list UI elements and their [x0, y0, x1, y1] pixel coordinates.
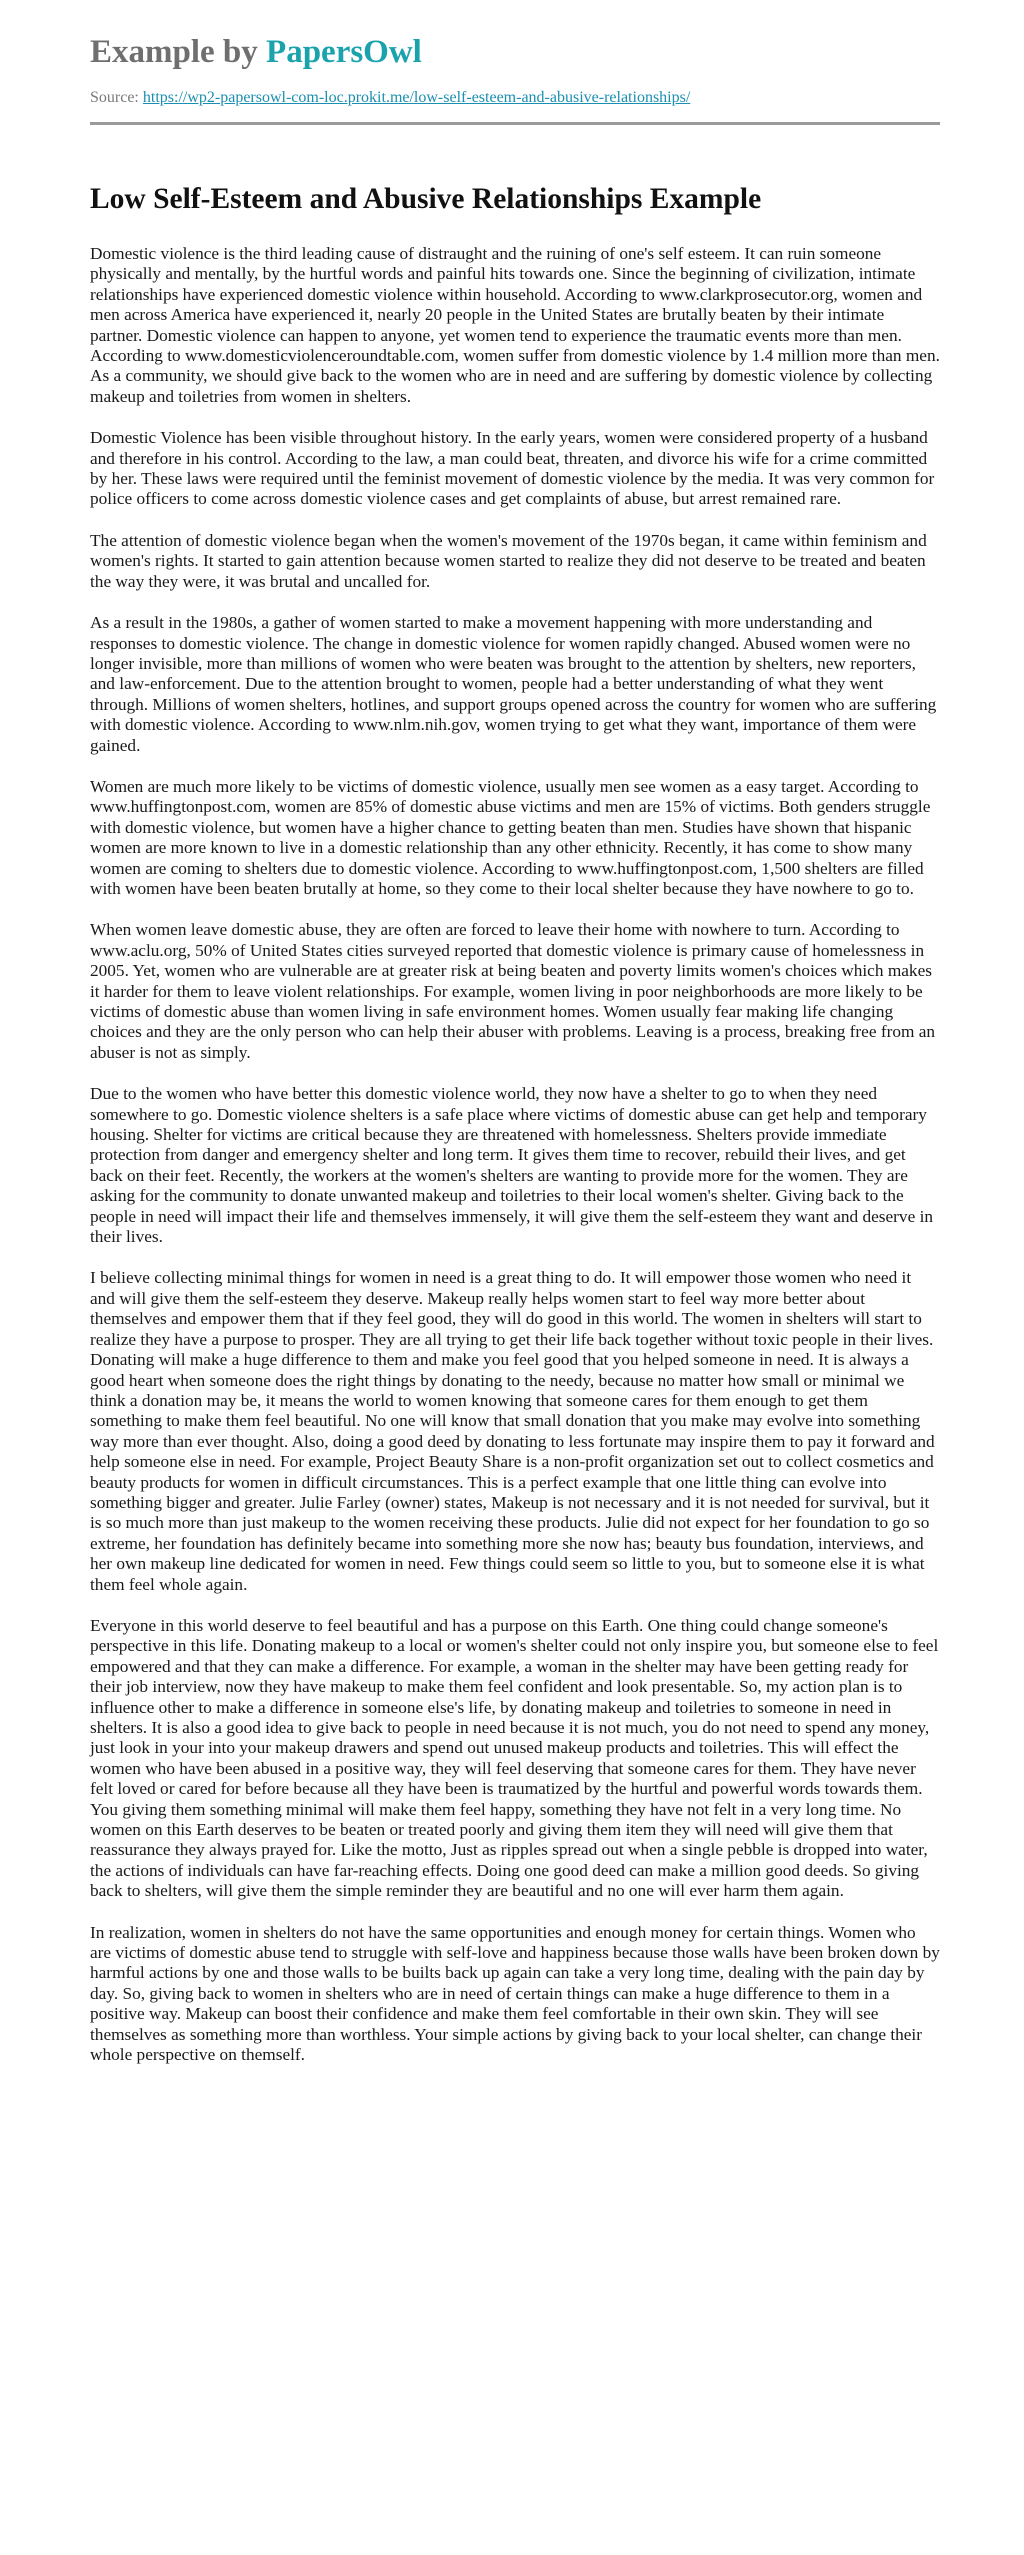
brand-name: PapersOwl [266, 34, 422, 70]
paragraph: When women leave domestic abuse, they are often are forced to leave their home with nowhere to turn. According to www.aclu.org, 50% of United States cities surveyed reported that domestic violence is primary cause of homelessness in 2005. Yet, women who are vulnerable are at greater risk at being beaten and poverty limits women's choices which makes it harder for them to leave violent relationships. For example, women living in poor neighborhoods are more likely to be victims of domestic abuse than women living in safe environment homes. Women usually fear making life changing choices and they are the only person who can help their abuser with problems. Leaving is a process, breaking free from an abuser is not as simply. [90, 920, 936, 1062]
paragraph: Domestic violence is the third leading cause of distraught and the ruining of one's self esteem. It can ruin someone physically and mentally, by the hurtful words and painful hits towards one. Since the beginning of civilization, intimate relationships have experienced domestic violence within household. According to www.clarkprosecutor.org, women and men across America have experienced it, nearly 20 people in the United States are brutally beaten by their intimate partner. Domestic violence can happen to anyone, yet women tend to experience the traumatic events more than men. According to www.domesticviolenceroundtable.com, women suffer from domestic violence by 1.4 million more than men. As a community, we should give back to the women who are in need and are suffering by domestic violence by collecting makeup and toiletries from women in shelters. [90, 244, 940, 406]
document-title: Low Self-Esteem and Abusive Relationships Example [90, 183, 762, 215]
paragraph: As a result in the 1980s, a gather of women started to make a movement happening with more understanding and responses to domestic violence. The change in domestic violence for women rapidly changed. Abused women were no longer invisible, more than millions of women who were beaten was brought to the attention by shelters, new reporters, and law-enforcement. Due to the attention brought to women, people had a better understanding of what they went through. Millions of women shelters, hotlines, and support groups opened across the country for women who are suffering with domestic violence. According to www.nlm.nih.gov, women trying to get what they want, importance of them were gained. [90, 613, 937, 755]
paragraph: The attention of domestic violence began when the women's movement of the 1970s began, it came within feminism and women's rights. It started to gain attention because women started to realize they did not deserve to be treated and beaten the way they were, it was brutal and uncalled for. [90, 530, 927, 591]
paragraph: Domestic Violence has been visible throughout history. In the early years, women were considered property of a husband and therefore in his control. According to the law, a man could beat, threaten, and divorce his wife for a crime committed by her. These laws were required until the feminist movement of domestic violence by the media. It was very common for police officers to come across domestic violence cases and get complaints of abuse, but arrest remained rare. [90, 428, 935, 509]
header [90, 32, 940, 108]
header-divider [90, 122, 940, 125]
paragraph: Women are much more likely to be victims of domestic violence, usually men see women as a easy target. According to www.huffingtonpost.com, women are 85% of domestic abuse victims and men are 15% of victims. Both genders struggle with domestic violence, but women have a higher chance to getting beaten than men. Studies have shown that hispanic women are more known to live in a domestic relationship than any other ethnicity. Recently, it has come to show many women are coming to shelters due to domestic violence. According to www.huffingtonpost.com, 1,500 shelters are filled with women have been beaten brutally at home, so they come to their local shelter because they have nowhere to go to. [90, 776, 931, 898]
source-label: Source: [90, 89, 143, 106]
brand-heading [90, 32, 940, 72]
brand-prefix: Example by [90, 34, 267, 70]
source-link[interactable]: https://wp2-papersowl-com-loc.prokit.me/low-self-esteem-and-abusive-relationships/ [142, 89, 691, 106]
document-body [90, 244, 940, 2087]
paragraph: I believe collecting minimal things for women in need is a great thing to do. It will empower those women who need it and will give them the self-esteem they deserve. Makeup really helps women start to feel way more better about themselves and empower them that if they feel good, they will do good in this world. The women in shelters will start to realize they have a purpose to prosper. They are all trying to get their life back together without toxic people in their lives. Donating will make a huge difference to them and make you feel good that you helped someone in need. It is always a good heart when someone does the right things by donating to the needy, because no matter how small or minimal we think a donation may be, it means the world to women knowing that someone cares for them enough to get them something to make them feel beautiful. No one will know that small donation that you make may evolve into something way more than ever thought. Also, doing a good deed by donating to less fortunate may inspire them to pay it forward and help someone else in need. For example, Project Beauty Share is a non-profit organization set out to collect cosmetics and beauty products for women in difficult circumstances. This is a perfect example that one little thing can evolve into something bigger and greater. Julie Farley (owner) states, Makeup is not necessary and it is not needed for survival, but it is so much more than just makeup to the women receiving these products. Julie did not expect for her foundation to go so extreme, her foundation has definitely became into something more she now has; beauty bus foundation, interviews, and her own makeup line dedicated for women in need. Few things could seem so little to you, but to someone else it is what them feel whole again. [90, 1268, 935, 1594]
source-line [90, 88, 940, 108]
paragraph: Everyone in this world deserve to feel beautiful and has a purpose on this Earth. One thing could change someone's perspective in this life. Donating makeup to a local or women's shelter could not only inspire you, but someone else to feel empowered and that they can make a difference. For example, a woman in the shelter may have been getting ready for their job interview, now they have makeup to make them feel confident and look presentable. So, my action plan is to influence other to make a difference in someone else's life, by donating makeup and toiletries to someone in need in shelters. It is also a good idea to give back to people in need because it is not much, you do not need to spend any money, just look in your into your makeup drawers and spend out unused makeup products and toiletries. This will effect the women who have been abused in a positive way, they will feel deserving that someone cares for them. They have never felt loved or cared for before because all they have been is traumatized by the hurtful and powerful words towards them. You giving them something minimal will make them feel happy, something they have not felt in a very long time. No women on this Earth deserves to be beaten or treated poorly and giving them item they will need will give them that reassurance they always prayed for. Like the motto, Just as ripples spread out when a single pebble is dropped into water, the actions of individuals can have far-reaching effects. Doing one good deed can make a million good deeds. So giving back to shelters, will give them the simple reminder they are beautiful and no one will ever harm them again. [90, 1615, 939, 1901]
paragraph: Due to the women who have better this domestic violence world, they now have a shelter to go to when they need somewhere to go. Domestic violence shelters is a safe place where victims of domestic abuse can get help and temporary housing. Shelter for victims are critical because they are threatened with homelessness. Shelters provide immediate protection from danger and emergency shelter and long term. It gives them time to recover, rebuild their lives, and get back on their feet. Recently, the workers at the women's shelters are wanting to provide more for the women. They are asking for the community to donate unwanted makeup and toiletries to their local women's shelter. Giving back to the people in need will impact their life and themselves immensely, it will give them the self-esteem they want and deserve in their lives. [90, 1084, 934, 1247]
paragraph: In realization, women in shelters do not have the same opportunities and enough money for certain things. Women who are victims of domestic abuse tend to struggle with self-love and happiness because those walls have been broken down by harmful actions by one and those walls to be builts back up again can take a very long time, dealing with the pain day by day. So, giving back to women in shelters who are in need of certain things can make a huge difference to them in a positive way. Makeup can boost their confidence and make them feel comfortable in their own skin. They will see themselves as something more than worthless. Your simple actions by giving back to your local shelter, can change their whole perspective on themself. [90, 1922, 940, 2065]
